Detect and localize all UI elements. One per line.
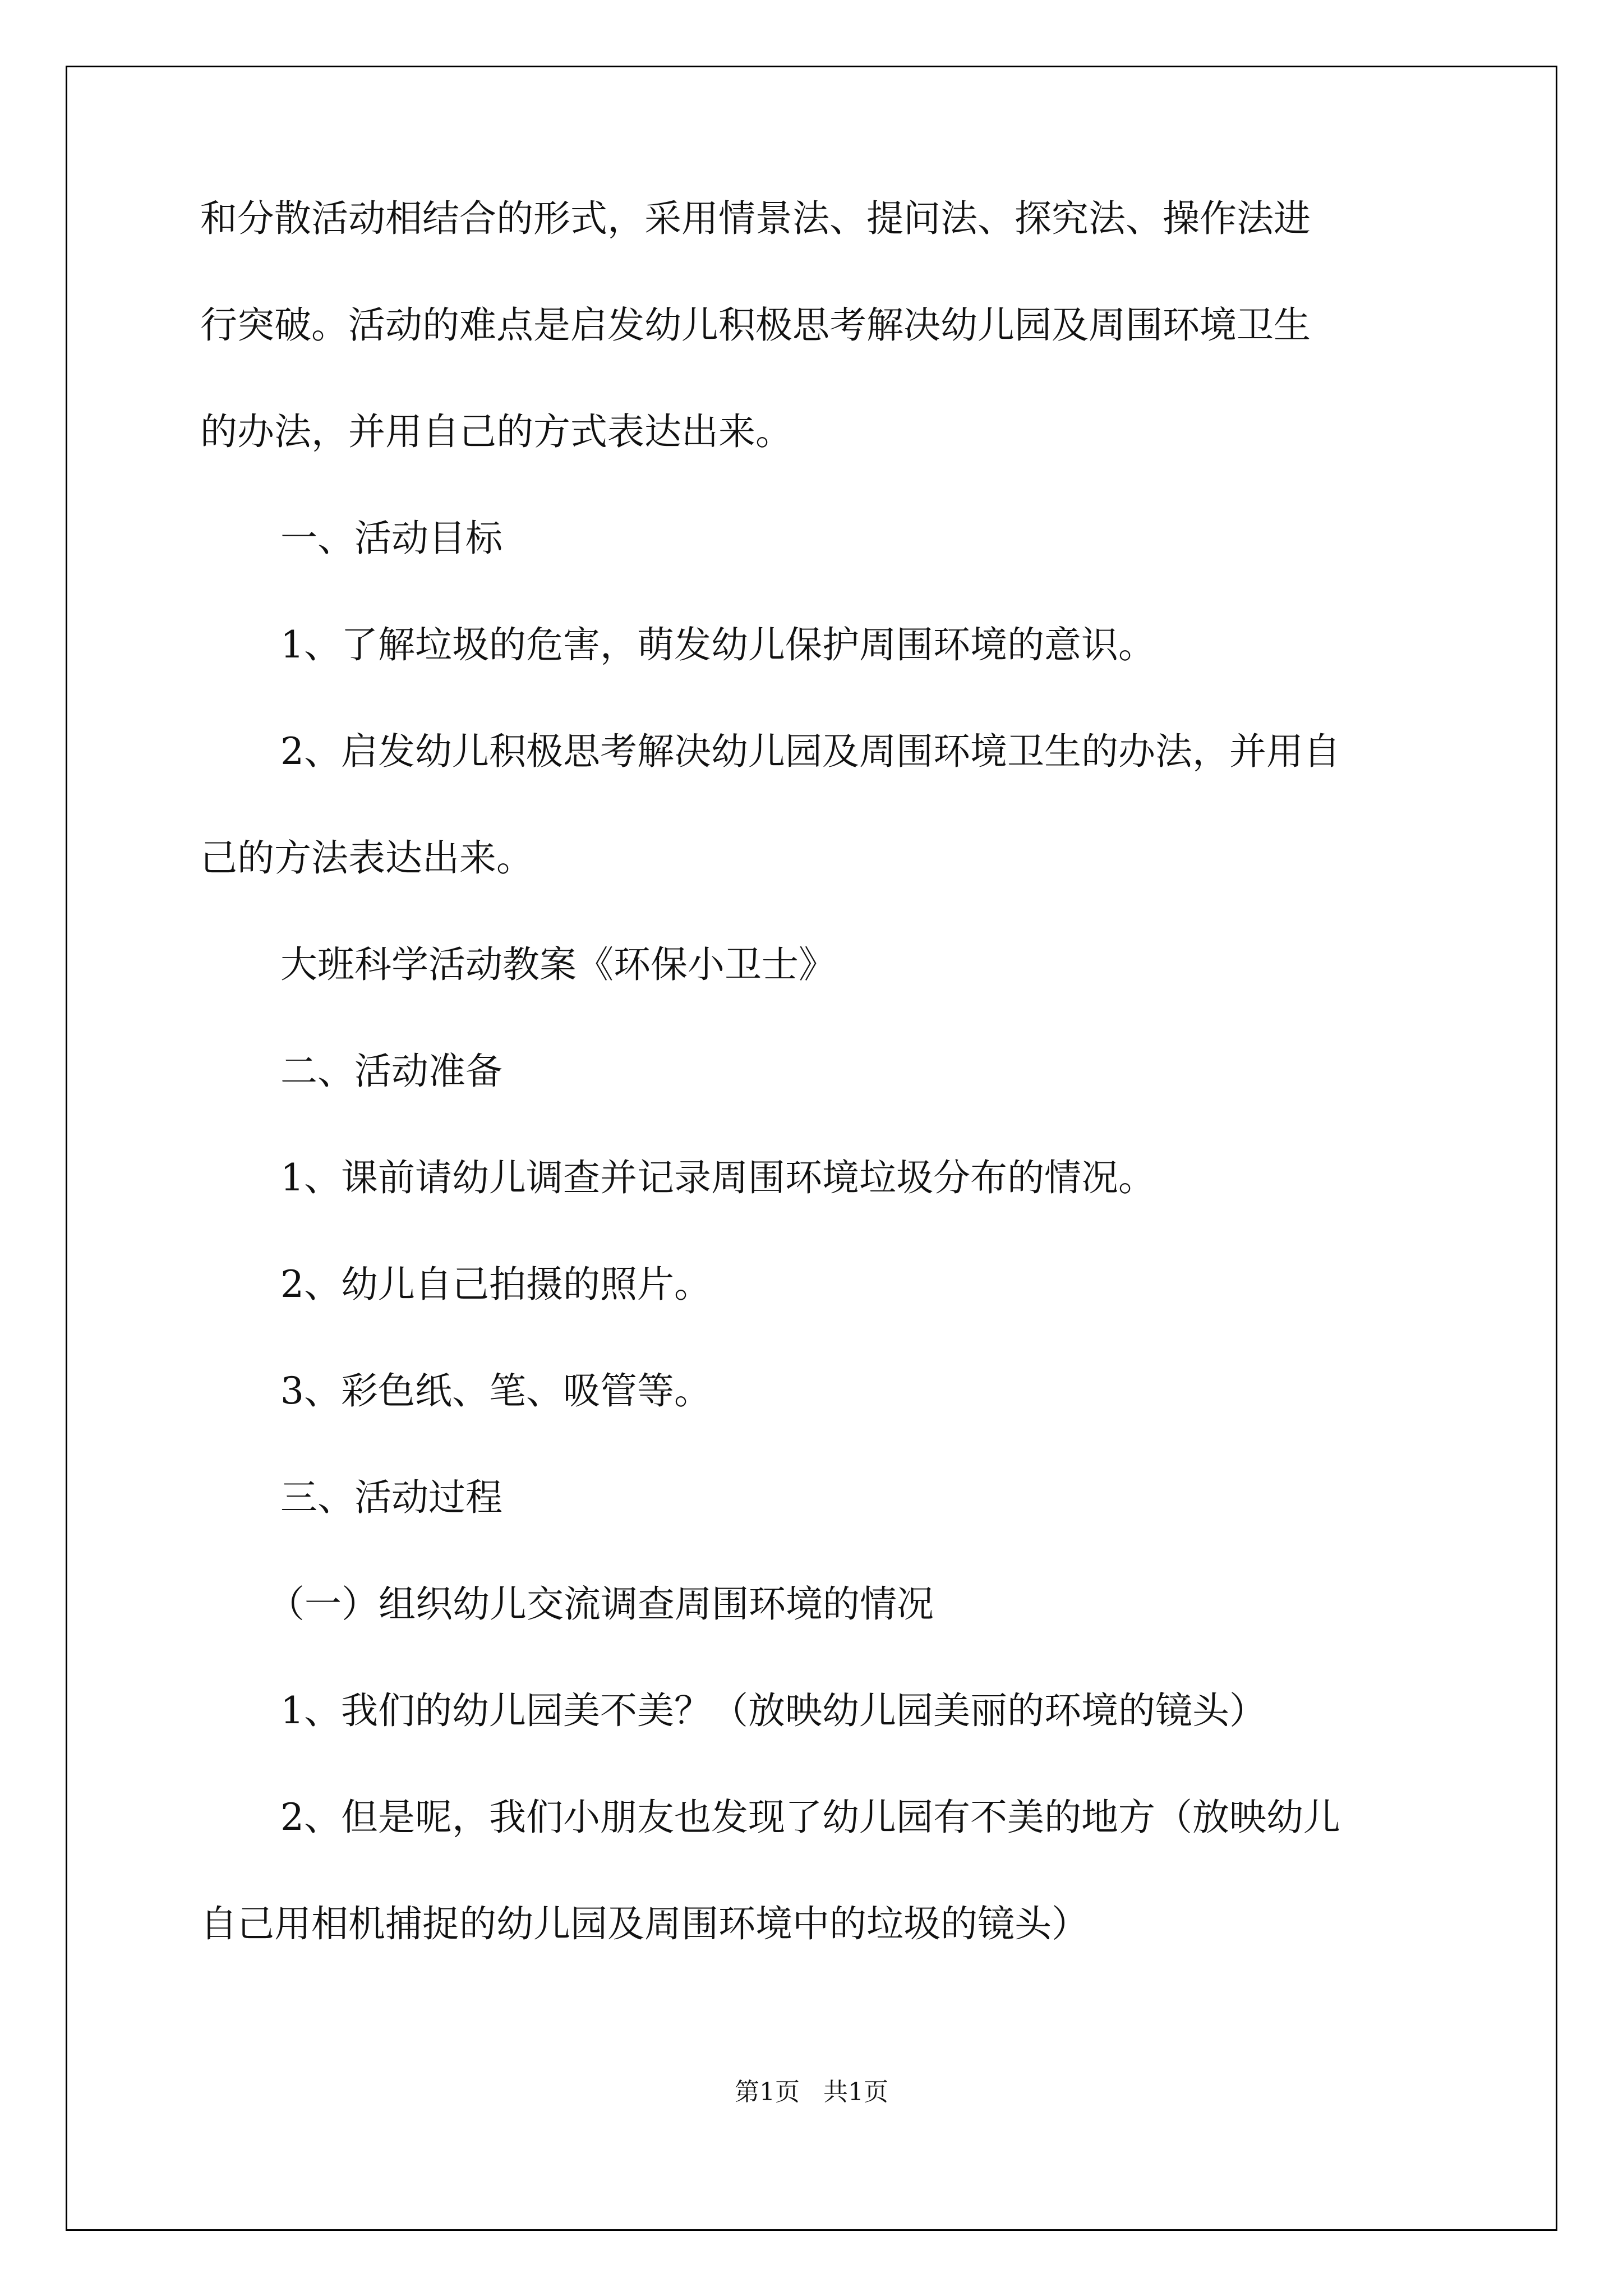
paragraph-line: 的办法，并用自己的方式表达出来。: [200, 410, 792, 453]
section-heading: 三、活动过程: [280, 1476, 502, 1519]
page-footer: 第1页 共1页: [735, 2078, 888, 2106]
list-item: 1、课前请幼儿调查并记录周围环境垃圾分布的情况。: [280, 1156, 1155, 1199]
subsection-heading: （一）组织幼儿交流调查周围环境的情况: [268, 1582, 934, 1626]
paragraph-line: 己的方法表达出来。: [200, 836, 533, 880]
paragraph-line: 自己用相机捕捉的幼儿园及周围环境中的垃圾的镜头）: [200, 1902, 1089, 1945]
document-title: 大班科学活动教案《环保小卫士》: [280, 943, 836, 986]
section-heading: 二、活动准备: [280, 1050, 502, 1093]
list-item: 1、我们的幼儿园美不美？（放映幼儿园美丽的环境的镜头）: [280, 1689, 1266, 1732]
list-item: 3、彩色纸、笔、吸管等。: [280, 1369, 711, 1412]
section-heading: 一、活动目标: [280, 517, 502, 560]
list-item: 1、了解垃圾的危害，萌发幼儿保护周围环境的意识。: [280, 623, 1155, 666]
list-item: 2、幼儿自己拍摄的照片。: [280, 1263, 711, 1306]
list-item: 2、启发幼儿积极思考解决幼儿园及周围环境卫生的办法，并用自: [280, 730, 1340, 773]
paragraph-line: 行突破。活动的难点是启发幼儿积极思考解决幼儿园及周围环境卫生: [200, 303, 1311, 347]
paragraph-line: 和分散活动相结合的形式，采用情景法、提问法、探究法、操作法进: [200, 197, 1311, 240]
list-item: 2、但是呢，我们小朋友也发现了幼儿园有不美的地方（放映幼儿: [280, 1796, 1340, 1839]
